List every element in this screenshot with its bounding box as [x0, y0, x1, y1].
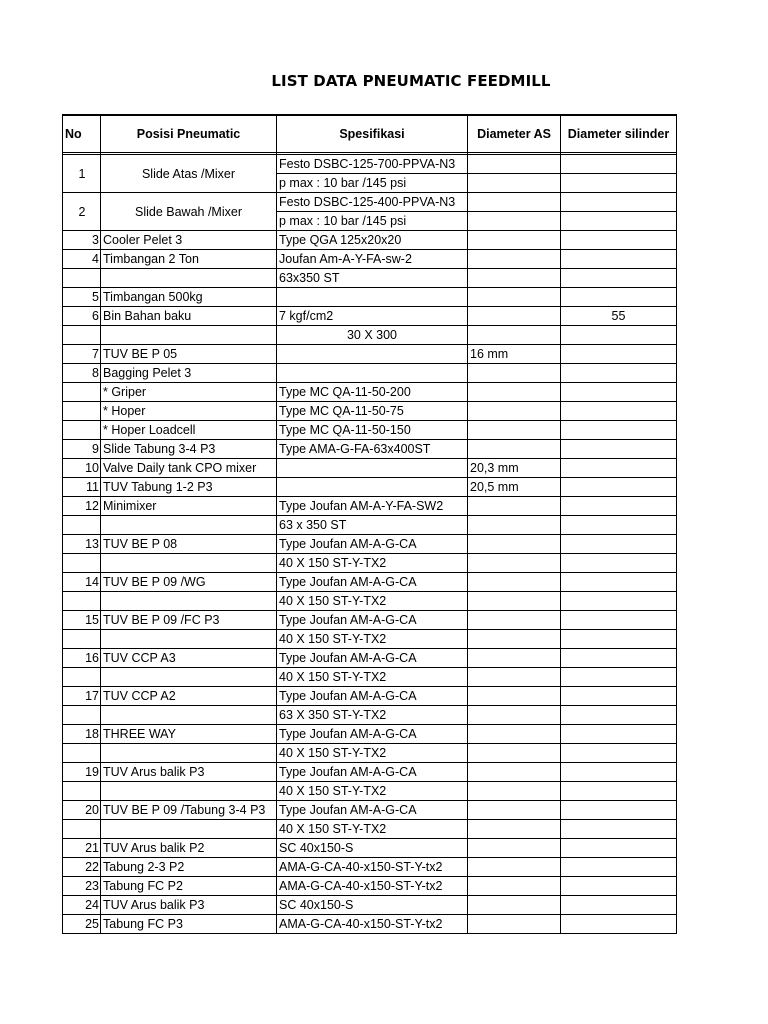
cell-posisi — [101, 668, 277, 687]
column-header-diameter-as: Diameter AS — [468, 115, 561, 153]
cell-diameter-as — [468, 896, 561, 915]
cell-spesifikasi: 40 X 150 ST-Y-TX2 — [277, 554, 468, 573]
cell-posisi: Tabung FC P3 — [101, 915, 277, 934]
table-row — [63, 668, 677, 687]
cell-diameter-silinder — [561, 383, 677, 402]
cell-no — [63, 516, 101, 535]
table-row — [63, 915, 677, 934]
cell-diameter-silinder — [561, 421, 677, 440]
cell-diameter-as — [468, 535, 561, 554]
cell-diameter-as — [468, 383, 561, 402]
cell-spesifikasi: Type Joufan AM-A-G-CA — [277, 535, 468, 554]
pneumatic-table — [62, 114, 677, 934]
cell-diameter-silinder — [561, 839, 677, 858]
table-row — [63, 421, 677, 440]
cell-diameter-silinder — [561, 288, 677, 307]
cell-no: 7 — [63, 345, 101, 364]
cell-diameter-silinder — [561, 573, 677, 592]
cell-posisi: Timbangan 2 Ton — [101, 250, 277, 269]
cell-spesifikasi: Type Joufan AM-A-G-CA — [277, 649, 468, 668]
cell-diameter-as: 16 mm — [468, 345, 561, 364]
cell-posisi: TUV BE P 08 — [101, 535, 277, 554]
table-row — [63, 820, 677, 839]
table-row — [63, 687, 677, 706]
cell-diameter-silinder — [561, 668, 677, 687]
table-row — [63, 345, 677, 364]
cell-spesifikasi: Type Joufan AM-A-G-CA — [277, 573, 468, 592]
cell-posisi — [101, 630, 277, 649]
cell-posisi: TUV Arus balik P2 — [101, 839, 277, 858]
cell-spesifikasi: 40 X 150 ST-Y-TX2 — [277, 668, 468, 687]
cell-diameter-as: 20,3 mm — [468, 459, 561, 478]
cell-diameter-silinder — [561, 364, 677, 383]
cell-posisi: Tabung 2-3 P2 — [101, 858, 277, 877]
cell-no — [63, 668, 101, 687]
cell-spesifikasi — [277, 459, 468, 478]
cell-posisi: THREE WAY — [101, 725, 277, 744]
cell-spesifikasi: AMA-G-CA-40-x150-ST-Y-tx2 — [277, 877, 468, 896]
cell-no: 22 — [63, 858, 101, 877]
cell-no: 15 — [63, 611, 101, 630]
cell-diameter-as — [468, 706, 561, 725]
cell-diameter-silinder — [561, 326, 677, 345]
cell-diameter-as — [468, 801, 561, 820]
cell-diameter-as — [468, 288, 561, 307]
cell-diameter-silinder — [561, 516, 677, 535]
cell-posisi: TUV CCP A3 — [101, 649, 277, 668]
cell-no — [63, 554, 101, 573]
cell-diameter-as — [468, 820, 561, 839]
cell-no: 3 — [63, 231, 101, 250]
cell-diameter-silinder — [561, 820, 677, 839]
cell-no: 8 — [63, 364, 101, 383]
cell-spesifikasi: 63 x 350 ST — [277, 516, 468, 535]
cell-diameter-silinder — [561, 801, 677, 820]
cell-posisi: * Griper — [101, 383, 277, 402]
cell-diameter-as — [468, 573, 561, 592]
cell-diameter-as — [468, 858, 561, 877]
cell-diameter-as: 20,5 mm — [468, 478, 561, 497]
cell-spesifikasi: Festo DSBC-125-700-PPVA-N3 — [277, 155, 468, 174]
cell-diameter-silinder — [561, 725, 677, 744]
table-row — [63, 269, 677, 288]
cell-posisi: TUV BE P 09 /FC P3 — [101, 611, 277, 630]
cell-spesifikasi — [277, 345, 468, 364]
table-header-row — [63, 115, 677, 153]
cell-no — [63, 383, 101, 402]
cell-diameter-as — [468, 725, 561, 744]
cell-spesifikasi: SC 40x150-S — [277, 839, 468, 858]
cell-posisi: Slide Atas /Mixer — [101, 155, 277, 193]
cell-diameter-silinder — [561, 269, 677, 288]
table-row — [63, 193, 677, 212]
cell-diameter-as — [468, 839, 561, 858]
cell-spesifikasi: Type Joufan AM-A-G-CA — [277, 687, 468, 706]
cell-posisi: TUV Arus balik P3 — [101, 763, 277, 782]
cell-no: 11 — [63, 478, 101, 497]
cell-spesifikasi: Festo DSBC-125-400-PPVA-N3 — [277, 193, 468, 212]
cell-diameter-as — [468, 744, 561, 763]
cell-diameter-silinder — [561, 174, 677, 193]
cell-no: 4 — [63, 250, 101, 269]
table-row — [63, 516, 677, 535]
cell-posisi — [101, 516, 277, 535]
cell-diameter-silinder — [561, 155, 677, 174]
cell-spesifikasi: 63x350 ST — [277, 269, 468, 288]
cell-diameter-as — [468, 174, 561, 193]
cell-spesifikasi: Type QGA 125x20x20 — [277, 231, 468, 250]
cell-posisi: * Hoper — [101, 402, 277, 421]
cell-no: 18 — [63, 725, 101, 744]
cell-posisi: Cooler Pelet 3 — [101, 231, 277, 250]
cell-spesifikasi: Type MC QA-11-50-75 — [277, 402, 468, 421]
cell-diameter-silinder — [561, 630, 677, 649]
cell-spesifikasi: p max : 10 bar /145 psi — [277, 212, 468, 231]
cell-spesifikasi: 40 X 150 ST-Y-TX2 — [277, 592, 468, 611]
column-header-spesifikasi: Spesifikasi — [277, 115, 468, 153]
column-header-diameter-silinder: Diameter silinder — [561, 115, 677, 153]
cell-diameter-as — [468, 155, 561, 174]
table-row — [63, 231, 677, 250]
cell-no: 1 — [63, 155, 101, 193]
cell-no — [63, 592, 101, 611]
cell-diameter-as — [468, 326, 561, 345]
cell-spesifikasi: 40 X 150 ST-Y-TX2 — [277, 744, 468, 763]
cell-posisi — [101, 820, 277, 839]
cell-diameter-as — [468, 687, 561, 706]
cell-diameter-silinder — [561, 706, 677, 725]
cell-spesifikasi — [277, 364, 468, 383]
cell-posisi: Slide Bawah /Mixer — [101, 193, 277, 231]
table-row — [63, 383, 677, 402]
cell-spesifikasi: Joufan Am-A-Y-FA-sw-2 — [277, 250, 468, 269]
cell-diameter-as — [468, 307, 561, 326]
table-row — [63, 402, 677, 421]
table-row — [63, 326, 677, 345]
table-row — [63, 250, 677, 269]
table-row — [63, 535, 677, 554]
cell-no: 19 — [63, 763, 101, 782]
cell-diameter-silinder — [561, 592, 677, 611]
table-row — [63, 459, 677, 478]
table-row — [63, 592, 677, 611]
table-row — [63, 554, 677, 573]
cell-posisi: TUV Tabung 1-2 P3 — [101, 478, 277, 497]
cell-diameter-as — [468, 250, 561, 269]
cell-posisi: TUV CCP A2 — [101, 687, 277, 706]
cell-posisi — [101, 326, 277, 345]
cell-no — [63, 402, 101, 421]
column-header-no: No — [63, 115, 101, 153]
cell-diameter-as — [468, 630, 561, 649]
cell-spesifikasi: Type AMA-G-FA-63x400ST — [277, 440, 468, 459]
cell-no: 10 — [63, 459, 101, 478]
cell-posisi: * Hoper Loadcell — [101, 421, 277, 440]
cell-posisi — [101, 782, 277, 801]
cell-diameter-as — [468, 497, 561, 516]
cell-no — [63, 706, 101, 725]
cell-posisi — [101, 592, 277, 611]
table-row — [63, 630, 677, 649]
cell-no — [63, 421, 101, 440]
cell-posisi — [101, 554, 277, 573]
table-row — [63, 801, 677, 820]
cell-posisi: TUV BE P 05 — [101, 345, 277, 364]
cell-spesifikasi: Type Joufan AM-A-Y-FA-SW2 — [277, 497, 468, 516]
cell-diameter-silinder — [561, 649, 677, 668]
cell-spesifikasi: SC 40x150-S — [277, 896, 468, 915]
cell-diameter-silinder — [561, 858, 677, 877]
cell-posisi: TUV BE P 09 /WG — [101, 573, 277, 592]
table-row — [63, 288, 677, 307]
cell-posisi: TUV Arus balik P3 — [101, 896, 277, 915]
cell-no: 13 — [63, 535, 101, 554]
table-row — [63, 782, 677, 801]
cell-spesifikasi: 40 X 150 ST-Y-TX2 — [277, 782, 468, 801]
cell-spesifikasi: AMA-G-CA-40-x150-ST-Y-tx2 — [277, 915, 468, 934]
cell-diameter-as — [468, 421, 561, 440]
cell-diameter-as — [468, 877, 561, 896]
cell-posisi: Bagging Pelet 3 — [101, 364, 277, 383]
table-row — [63, 573, 677, 592]
table-row — [63, 725, 677, 744]
cell-posisi: Tabung FC P2 — [101, 877, 277, 896]
cell-diameter-silinder — [561, 478, 677, 497]
table-row — [63, 763, 677, 782]
table-row — [63, 744, 677, 763]
cell-no: 25 — [63, 915, 101, 934]
cell-spesifikasi — [277, 478, 468, 497]
table-row — [63, 478, 677, 497]
document-title: LIST DATA PNEUMATIC FEEDMILL — [271, 72, 551, 90]
cell-diameter-as — [468, 782, 561, 801]
cell-posisi: Valve Daily tank CPO mixer — [101, 459, 277, 478]
cell-spesifikasi: 7 kgf/cm2 — [277, 307, 468, 326]
cell-diameter-as — [468, 649, 561, 668]
cell-no — [63, 744, 101, 763]
cell-spesifikasi: Type Joufan AM-A-G-CA — [277, 611, 468, 630]
table-row — [63, 611, 677, 630]
cell-diameter-silinder — [561, 193, 677, 212]
cell-spesifikasi: Type Joufan AM-A-G-CA — [277, 763, 468, 782]
cell-diameter-as — [468, 440, 561, 459]
cell-no: 6 — [63, 307, 101, 326]
cell-spesifikasi: Type MC QA-11-50-150 — [277, 421, 468, 440]
cell-diameter-as — [468, 402, 561, 421]
table-row — [63, 440, 677, 459]
cell-posisi: Minimixer — [101, 497, 277, 516]
cell-diameter-silinder — [561, 231, 677, 250]
cell-diameter-silinder — [561, 611, 677, 630]
table-row — [63, 497, 677, 516]
cell-spesifikasi: Type Joufan AM-A-G-CA — [277, 725, 468, 744]
table-row — [63, 155, 677, 174]
cell-no: 9 — [63, 440, 101, 459]
cell-diameter-silinder — [561, 763, 677, 782]
cell-diameter-silinder — [561, 402, 677, 421]
cell-no — [63, 630, 101, 649]
cell-posisi: Slide Tabung 3-4 P3 — [101, 440, 277, 459]
cell-diameter-as — [468, 554, 561, 573]
cell-no — [63, 820, 101, 839]
table-row — [63, 307, 677, 326]
cell-diameter-silinder — [561, 345, 677, 364]
cell-diameter-silinder — [561, 212, 677, 231]
cell-no: 23 — [63, 877, 101, 896]
cell-diameter-silinder — [561, 782, 677, 801]
cell-spesifikasi: 40 X 150 ST-Y-TX2 — [277, 820, 468, 839]
cell-diameter-as — [468, 269, 561, 288]
cell-diameter-silinder — [561, 744, 677, 763]
cell-diameter-silinder — [561, 497, 677, 516]
cell-no — [63, 782, 101, 801]
cell-diameter-as — [468, 212, 561, 231]
cell-spesifikasi: 40 X 150 ST-Y-TX2 — [277, 630, 468, 649]
table-row — [63, 706, 677, 725]
cell-diameter-as — [468, 193, 561, 212]
cell-spesifikasi: Type Joufan AM-A-G-CA — [277, 801, 468, 820]
cell-diameter-silinder — [561, 687, 677, 706]
cell-no: 5 — [63, 288, 101, 307]
cell-diameter-as — [468, 364, 561, 383]
cell-no: 12 — [63, 497, 101, 516]
table-row — [63, 839, 677, 858]
cell-diameter-silinder — [561, 535, 677, 554]
table-row — [63, 858, 677, 877]
cell-diameter-silinder — [561, 896, 677, 915]
cell-diameter-silinder — [561, 877, 677, 896]
table-row — [63, 364, 677, 383]
cell-spesifikasi: Type MC QA-11-50-200 — [277, 383, 468, 402]
cell-posisi: Bin Bahan baku — [101, 307, 277, 326]
column-header-posisi: Posisi Pneumatic — [101, 115, 277, 153]
cell-diameter-as — [468, 611, 561, 630]
cell-posisi: TUV BE P 09 /Tabung 3-4 P3 — [101, 801, 277, 820]
cell-spesifikasi: 30 X 300 — [277, 326, 468, 345]
cell-diameter-as — [468, 516, 561, 535]
cell-no — [63, 326, 101, 345]
cell-no: 24 — [63, 896, 101, 915]
cell-diameter-silinder — [561, 459, 677, 478]
table-row — [63, 877, 677, 896]
cell-no: 17 — [63, 687, 101, 706]
cell-diameter-silinder — [561, 915, 677, 934]
cell-no: 14 — [63, 573, 101, 592]
cell-diameter-silinder: 55 — [561, 307, 677, 326]
cell-posisi — [101, 744, 277, 763]
cell-diameter-as — [468, 915, 561, 934]
cell-diameter-as — [468, 668, 561, 687]
cell-diameter-silinder — [561, 250, 677, 269]
cell-no: 21 — [63, 839, 101, 858]
cell-spesifikasi: 63 X 350 ST-Y-TX2 — [277, 706, 468, 725]
cell-no: 16 — [63, 649, 101, 668]
cell-diameter-as — [468, 763, 561, 782]
cell-posisi — [101, 706, 277, 725]
cell-no: 20 — [63, 801, 101, 820]
table-row — [63, 649, 677, 668]
cell-spesifikasi — [277, 288, 468, 307]
cell-diameter-as — [468, 231, 561, 250]
cell-spesifikasi: p max : 10 bar /145 psi — [277, 174, 468, 193]
table-row — [63, 896, 677, 915]
cell-posisi: Timbangan 500kg — [101, 288, 277, 307]
cell-posisi — [101, 269, 277, 288]
cell-no: 2 — [63, 193, 101, 231]
cell-no — [63, 269, 101, 288]
cell-diameter-silinder — [561, 440, 677, 459]
cell-diameter-as — [468, 592, 561, 611]
cell-diameter-silinder — [561, 554, 677, 573]
cell-spesifikasi: AMA-G-CA-40-x150-ST-Y-tx2 — [277, 858, 468, 877]
